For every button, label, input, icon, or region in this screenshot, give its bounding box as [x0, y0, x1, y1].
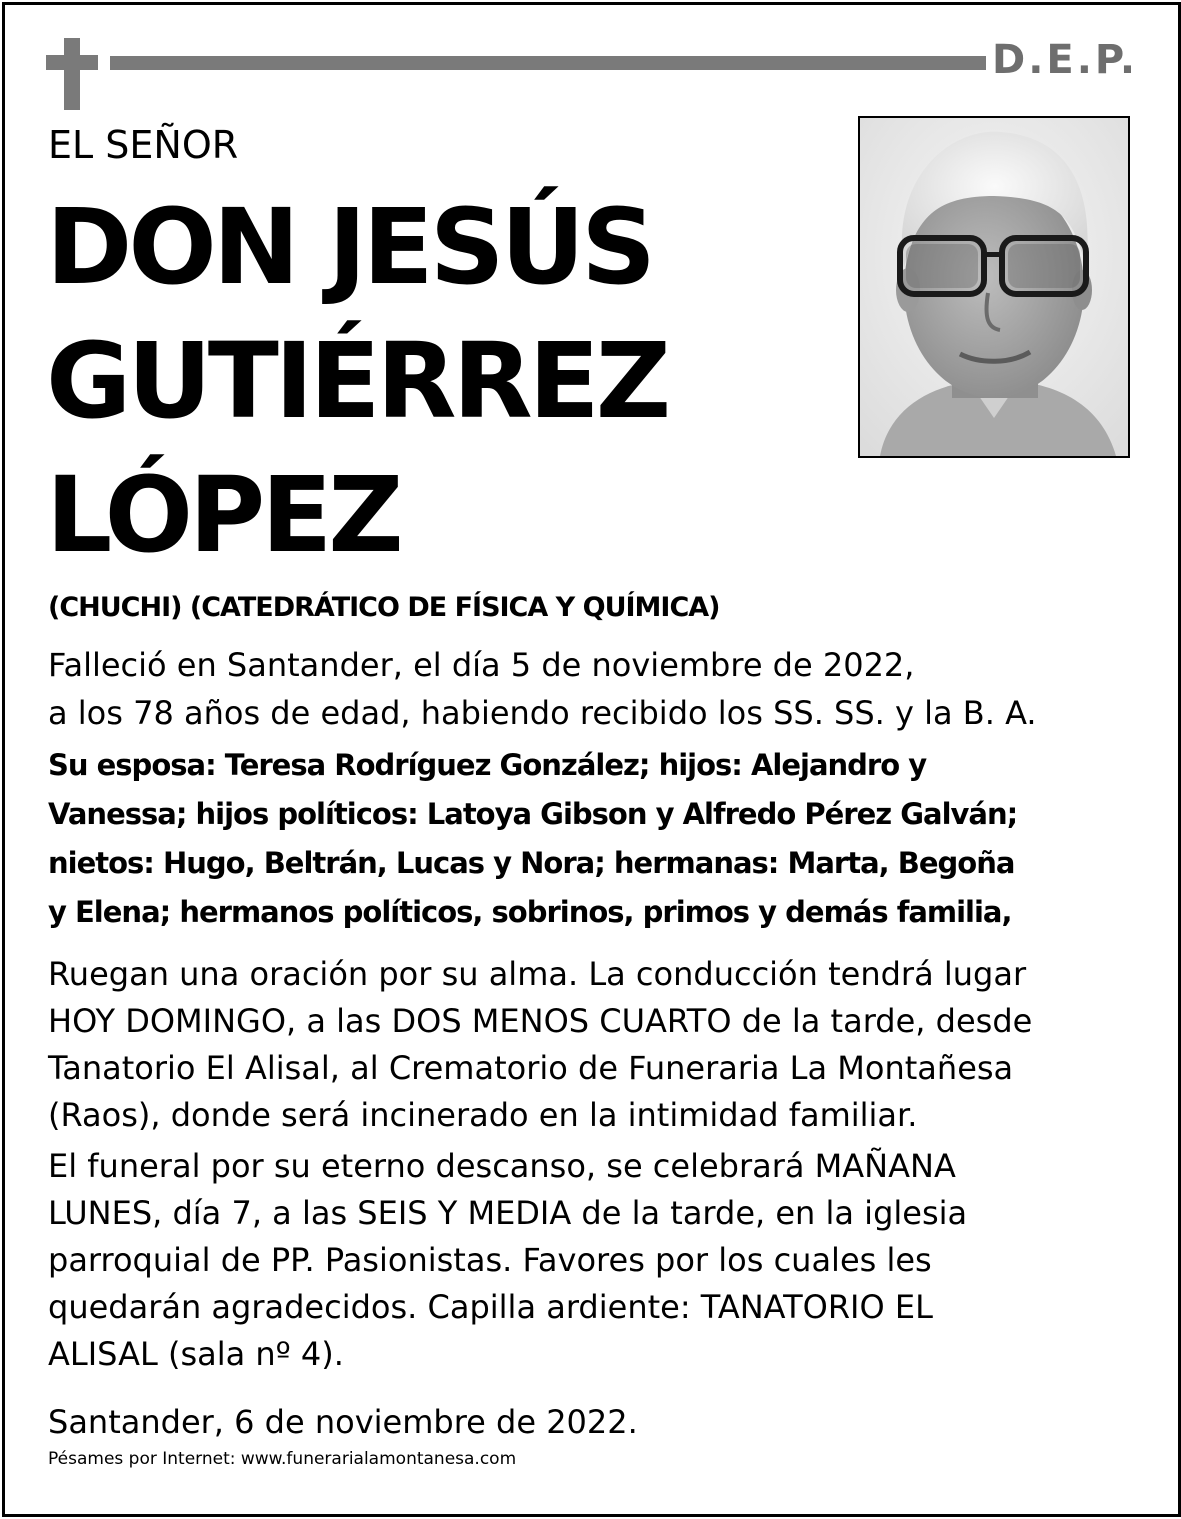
- condolences-link[interactable]: Pésames por Internet: www.funerarialamontanesa.com: [48, 1449, 517, 1469]
- family-line: Su esposa: Teresa Rodríguez González; hijos: Alejandro y: [48, 748, 927, 782]
- cross-icon: [46, 38, 98, 110]
- honorific-title: EL SEÑOR: [48, 123, 239, 167]
- family-line: Vanessa; hijos políticos: Latoya Gibson y Alfredo Pérez Galván;: [48, 797, 1018, 831]
- name-line: GUTIÉRREZ: [46, 320, 668, 442]
- ceremony-line: quedarán agradecidos. Capilla ardiente: TANATORIO EL: [48, 1288, 933, 1326]
- ceremony-line: Tanatorio El Alisal, al Crematorio de Funeraria La Montañesa: [48, 1049, 1014, 1087]
- name-line: LÓPEZ: [46, 454, 400, 576]
- ceremony-line: El funeral por su eterno descanso, se celebrará MAÑANA: [48, 1147, 956, 1185]
- portrait-photo: [858, 116, 1130, 458]
- ceremony-line: LUNES, día 7, a las SEIS Y MEDIA de la tarde, en la iglesia: [48, 1194, 968, 1232]
- ceremony-line: (Raos), donde será incinerado en la intimidad familiar.: [48, 1096, 918, 1134]
- family-line: nietos: Hugo, Beltrán, Lucas y Nora; hermanas: Marta, Begoña: [48, 846, 1015, 880]
- ceremony-line: Ruegan una oración por su alma. La conducción tendrá lugar: [48, 955, 1027, 993]
- family-line: y Elena; hermanos políticos, sobrinos, primos y demás familia,: [48, 895, 1012, 929]
- header-rule: [110, 56, 986, 70]
- ceremony-line: ALISAL (sala nº 4).: [48, 1335, 344, 1373]
- deceased-name: [46, 180, 667, 582]
- name-line: DON JESÚS: [46, 186, 652, 308]
- death-notice-line: a los 78 años de edad, habiendo recibido los SS. SS. y la B. A.: [48, 694, 1037, 732]
- dep-label: D.E.P.: [992, 37, 1139, 83]
- nickname-profession: (CHUCHI) (CATEDRÁTICO DE FÍSICA Y QUÍMICA): [48, 592, 720, 623]
- death-notice-line: Falleció en Santander, el día 5 de noviembre de 2022,: [48, 646, 915, 684]
- place-date: Santander, 6 de noviembre de 2022.: [48, 1403, 638, 1441]
- ceremony-line: parroquial de PP. Pasionistas. Favores por los cuales les: [48, 1241, 932, 1279]
- ceremony-line: HOY DOMINGO, a las DOS MENOS CUARTO de la tarde, desde: [48, 1002, 1033, 1040]
